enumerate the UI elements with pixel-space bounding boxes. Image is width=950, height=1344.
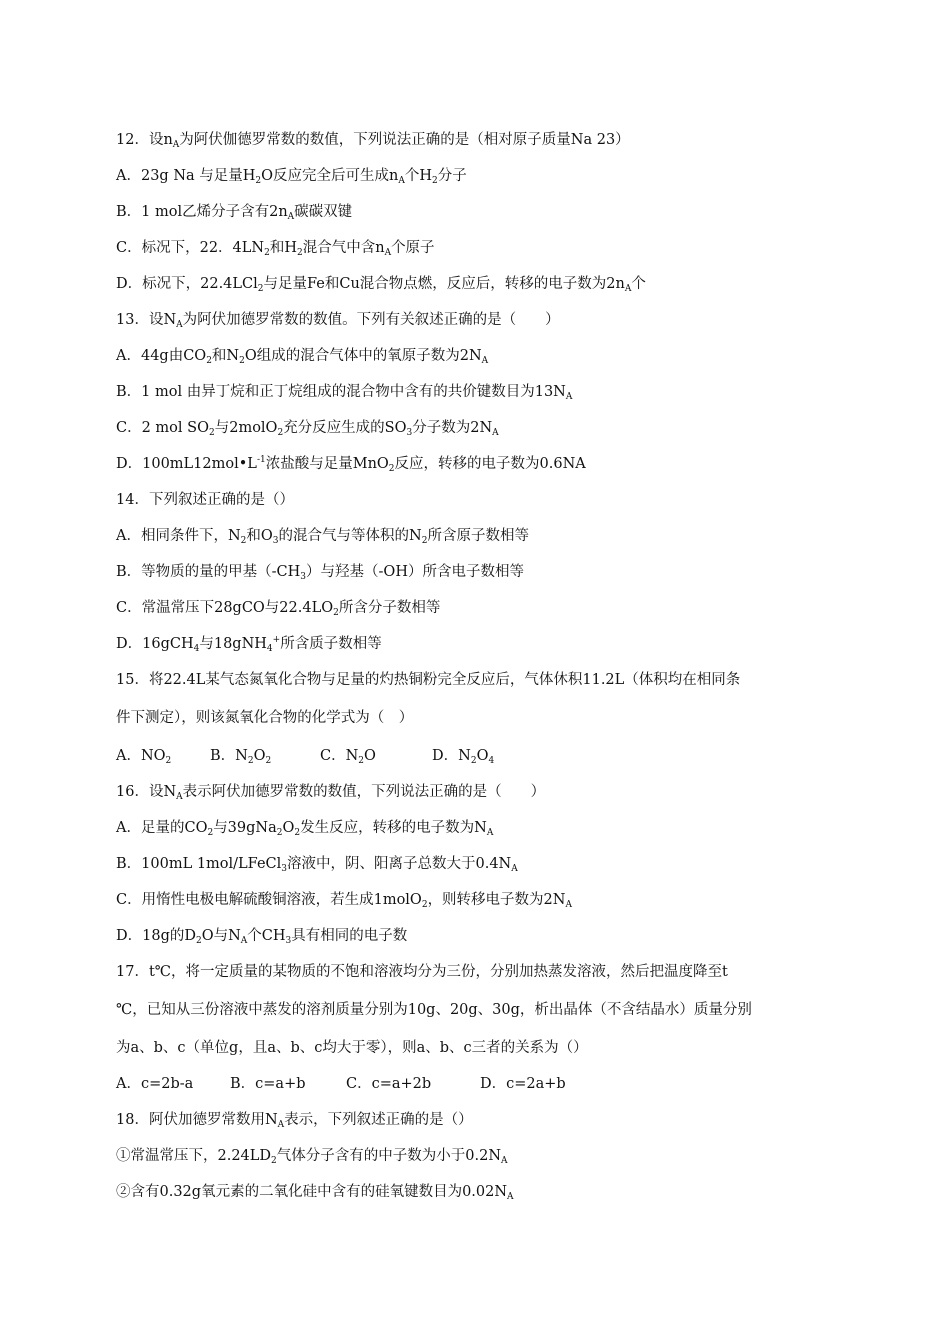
question-15-option-c: C．$N_2O$	[320, 748, 376, 766]
question-15-stem-line-2: 件下测定），则该氮氧化合物的化学式为（ ）	[116, 710, 414, 726]
question-12-option-d: D．标况下，22.4LCl$_2$与足量Fe和Cu混合物点燃，反应后，转移的电子数为$2n_A$个	[116, 276, 646, 294]
question-15-option-b: B．$N_2O_2$	[210, 748, 272, 766]
question-16-option-b: B．100mL 1mol/LFeCl$_3$溶液中，阴、阳离子总数大于$0.4N_A$	[116, 856, 518, 874]
question-18-item-2: ②含有0.32g氧元素的二氧化硅中含有的硅氧键数目为$0.02N_A$	[116, 1184, 514, 1202]
question-16-stem: 16．设$N_A$表示阿伏加德罗常数的数值，下列说法正确的是（ ）	[116, 784, 546, 802]
question-13-option-b: B．1 mol 由异丁烷和正丁烷组成的混合物中含有的共价键数目为$13N_A$	[116, 384, 573, 402]
question-14-option-b: B．等物质的量的甲基$(-CH_3)$与羟基（-OH）所含电子数相等	[116, 564, 524, 582]
question-16-option-a: A．足量的$CO_2$与$39gNa_2O_2$发生反应，转移的电子数为$N_A$	[116, 820, 494, 838]
question-13-option-c: C．2 mol $SO_2$与2molO$_2$充分反应生成的$SO_3$分子数为$2N_A$	[116, 420, 499, 438]
question-17-stem-line-1: 17．t℃，将一定质量的某物质的不饱和溶液均分为三份，分别加热蒸发溶液，然后把温度降至t	[116, 964, 728, 980]
question-12-option-a: A．23g Na 与足量$H_2O$反应完全后可生成$n_A$个$H_2$分子	[116, 168, 467, 186]
question-17-stem-line-2: ℃，已知从三份溶液中蒸发的溶剂质量分别为10g、20g、30g，析出晶体（不含结晶水）质量分别	[116, 1002, 752, 1018]
question-13-option-a: A．44g由$CO_2$和$N_2O$组成的混合气体中的氧原子数为$2N_A$	[116, 348, 489, 366]
question-17-option-a: A．c=2b-a	[116, 1076, 194, 1092]
question-15-stem-line-1: 15．将22.4L某气态氮氧化合物与足量的灼热铜粉完全反应后，气体休积11.2L（体积均在相同条	[116, 672, 741, 688]
question-18-stem: 18．阿伏加德罗常数用$N_A$表示，下列叙述正确的是（）	[116, 1112, 473, 1130]
question-12-option-c: C．标况下，22．$4LN_2$和$H_2$混合气中含$n_A$个原子	[116, 240, 435, 258]
question-14-option-a: A．相同条件下，$N_2$和$O_3$的混合气与等体积的$N_2$所含原子数相等	[116, 528, 529, 546]
question-17-option-d: D．c=2a+b	[480, 1076, 566, 1092]
question-16-option-c: C．用惰性电极电解硫酸铜溶液，若生成1molO$_2$，则转移电子数为$2N_A$	[116, 892, 572, 910]
question-17-options	[116, 1072, 566, 1093]
question-17-option-b: B．c=a+b	[230, 1076, 306, 1092]
question-15-option-a: A．$NO_2$	[116, 748, 172, 766]
question-15-options	[116, 744, 494, 766]
question-14-option-d: D．16gCH$_4$与18gNH$_4$+所含质子数相等	[116, 635, 382, 654]
question-13-option-d: D．$100mL12mol•L^{-1}$浓盐酸与足量MnO$_2$反应，转移的电子数为0.6NA	[116, 455, 586, 474]
question-17-option-c: C．c=a+2b	[346, 1076, 432, 1092]
question-14-option-c: C．常温常压下28gCO与$22.4LO_2$所含分子数相等	[116, 600, 441, 618]
question-13-stem: 13．设$N_A$为阿伏加德罗常数的数值。下列有关叙述正确的是（ ）	[116, 312, 560, 330]
question-16-option-d: D．18g的$D_2O$与$N_A$个$CH_3$具有相同的电子数	[116, 928, 408, 946]
question-18-item-1: ①常温常压下，$2.24LD_2$气体分子含有的中子数为小于$0.2N_A$	[116, 1148, 508, 1166]
question-12-option-b: B．1 mol乙烯分子含有$2n_A$碳碳双键	[116, 204, 353, 222]
question-12-stem: 12．设$n_A$为阿伏伽德罗常数的数值，下列说法正确的是（相对原子质量Na 23）	[116, 132, 630, 150]
question-15-option-d: D．$N_2O_4$	[432, 748, 495, 766]
question-17-stem-line-3: 为a、b、c（单位g，且a、b、c均大于零），则a、b、c三者的关系为（）	[116, 1040, 588, 1056]
question-14-stem: 14．下列叙述正确的是（）	[116, 492, 294, 508]
